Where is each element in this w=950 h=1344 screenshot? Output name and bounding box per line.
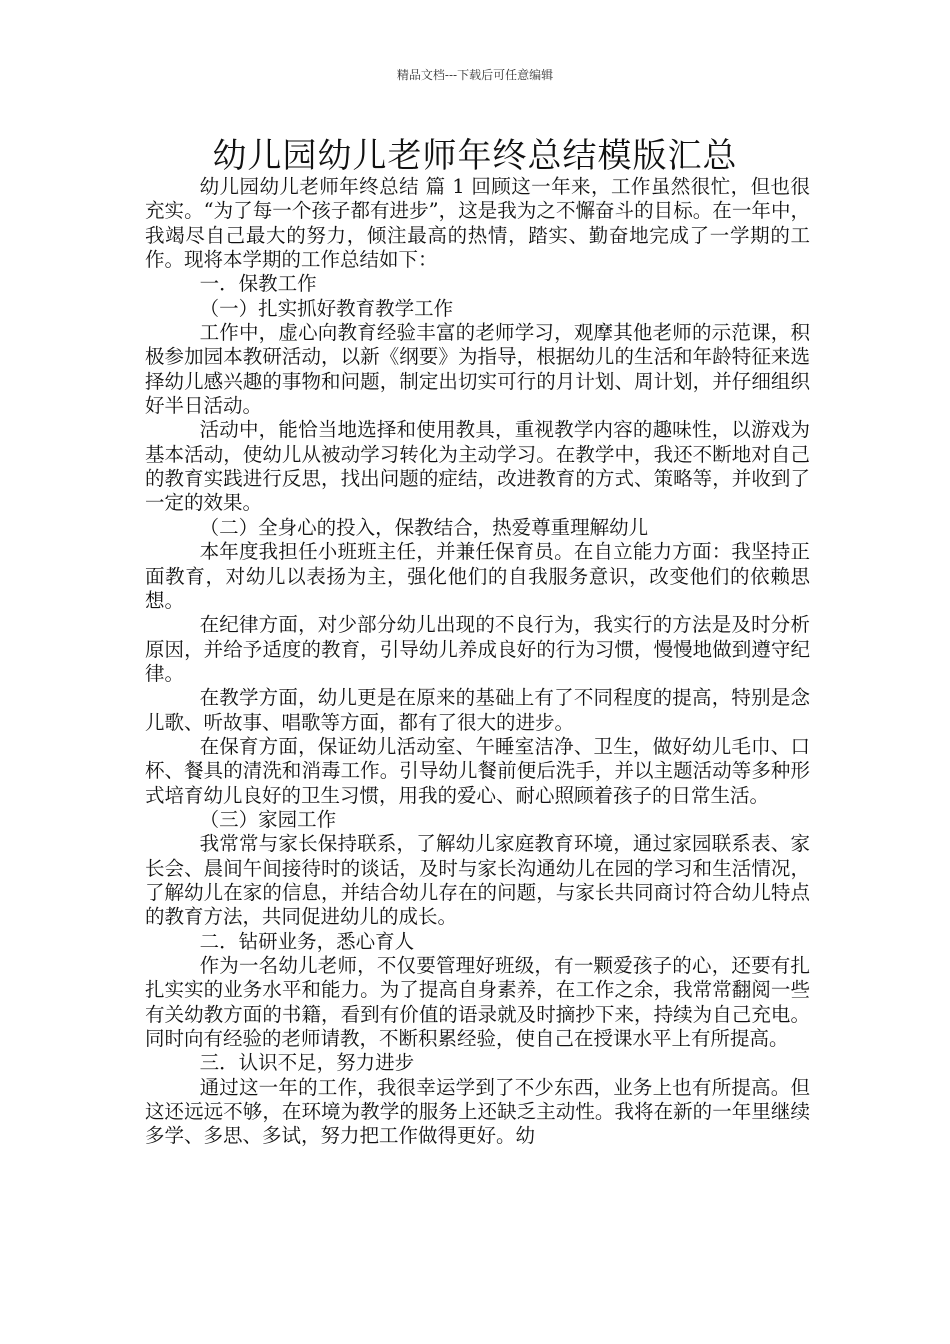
section-heading-1: 一．保教工作 bbox=[199, 272, 317, 296]
paragraph: 在纪律方面，对少部分幼儿出现的不良行为，我实行的方法是及时分析原因，并给予适度的教育，引导幼儿养成良好的行为习惯，慢慢地做到遵守纪律。 bbox=[145, 613, 810, 685]
paragraph: 我常常与家长保持联系，了解幼儿家庭教育环境，通过家园联系表、家长会、晨间午间接待时的谈话，及时与家长沟通幼儿在园的学习和生活情况，了解幼儿在家的信息，并结合幼儿存在的问题，与家长共同商讨符合幼儿特点的教育方法，共同促进幼儿的成长。 bbox=[145, 832, 810, 929]
paragraph: 在教学方面，幼儿更是在原来的基础上有了不同程度的提高，特别是念儿歌、听故事、唱歌等方面，都有了很大的进步。 bbox=[145, 686, 810, 734]
document-title: 幼儿园幼儿老师年终总结模版汇总 bbox=[212, 136, 738, 176]
paragraph: 通过这一年的工作，我很幸运学到了不少东西，业务上也有所提高。但这还远远不够，在环境为教学的服务上还缺乏主动性。我将在新的一年里继续多学、多思、多试，努力把工作做得更好。幼 bbox=[145, 1075, 810, 1148]
subsection-heading-1-3: （三）家园工作 bbox=[199, 807, 337, 831]
paragraph: 活动中，能恰当地选择和使用教具，重视教学内容的趣味性，以游戏为基本活动，使幼儿从被动学习转化为主动学习。在教学中，我还不断地对自己的教育实践进行反思，找出问题的症结，改进教育的方式、策略等，并收到了一定的效果。 bbox=[145, 418, 810, 515]
paragraph: 作为一名幼儿老师，不仅要管理好班级，有一颗爱孩子的心，还要有扎扎实实的业务水平和能力。为了提高自身素养，在工作之余，我常常翻阅一些有关幼教方面的书籍，看到有价值的语录就及时摘抄下来，持续为自己充电。同时向有经验的老师请教，不断积累经验，使自己在授课水平上有所提高。 bbox=[145, 954, 810, 1051]
paragraph: 本年度我担任小班班主任，并兼任保育员。在自立能力方面：我坚持正面教育，对幼儿以表扬为主，强化他们的自我服务意识，改变他们的依赖思想。 bbox=[145, 540, 810, 612]
section-heading-3: 三．认识不足，努力进步 bbox=[199, 1051, 415, 1075]
document-body bbox=[145, 175, 810, 1149]
subsection-heading-1-1: （一）扎实抓好教育教学工作 bbox=[199, 296, 454, 320]
section-heading-2: 二．钻研业务，悉心育人 bbox=[199, 929, 415, 953]
paragraph: 在保育方面，保证幼儿活动室、午睡室洁净、卫生，做好幼儿毛巾、口杯、餐具的清洗和消毒工作。引导幼儿餐前便后洗手，并以主题活动等多种形式培育幼儿良好的卫生习惯，用我的爱心、耐心照顾着孩子的日常生活。 bbox=[145, 734, 810, 807]
subsection-heading-1-2: （二）全身心的投入，保教结合，热爱尊重理解幼儿 bbox=[199, 515, 649, 539]
page-header-note: 精品文档---下载后可任意编辑 bbox=[396, 68, 554, 82]
paragraph: 工作中，虚心向教育经验丰富的老师学习，观摩其他老师的示范课，积极参加园本教研活动，以新《纲要》为指导，根据幼儿的生活和年龄特征来选择幼儿感兴趣的事物和问题，制定出切实可行的月计划、周计划，并仔细组织好半日活动。 bbox=[145, 321, 810, 418]
paragraph-intro: 幼儿园幼儿老师年终总结 篇 1 回顾这一年来，工作虽然很忙，但也很充实。“为了每一个孩子都有进步”，这是我为之不懈奋斗的目标。在一年中，我竭尽自己最大的努力，倾注最高的热情，踏实、勤奋地完成了一学期的工作。现将本学期的工作总结如下： bbox=[145, 175, 810, 272]
